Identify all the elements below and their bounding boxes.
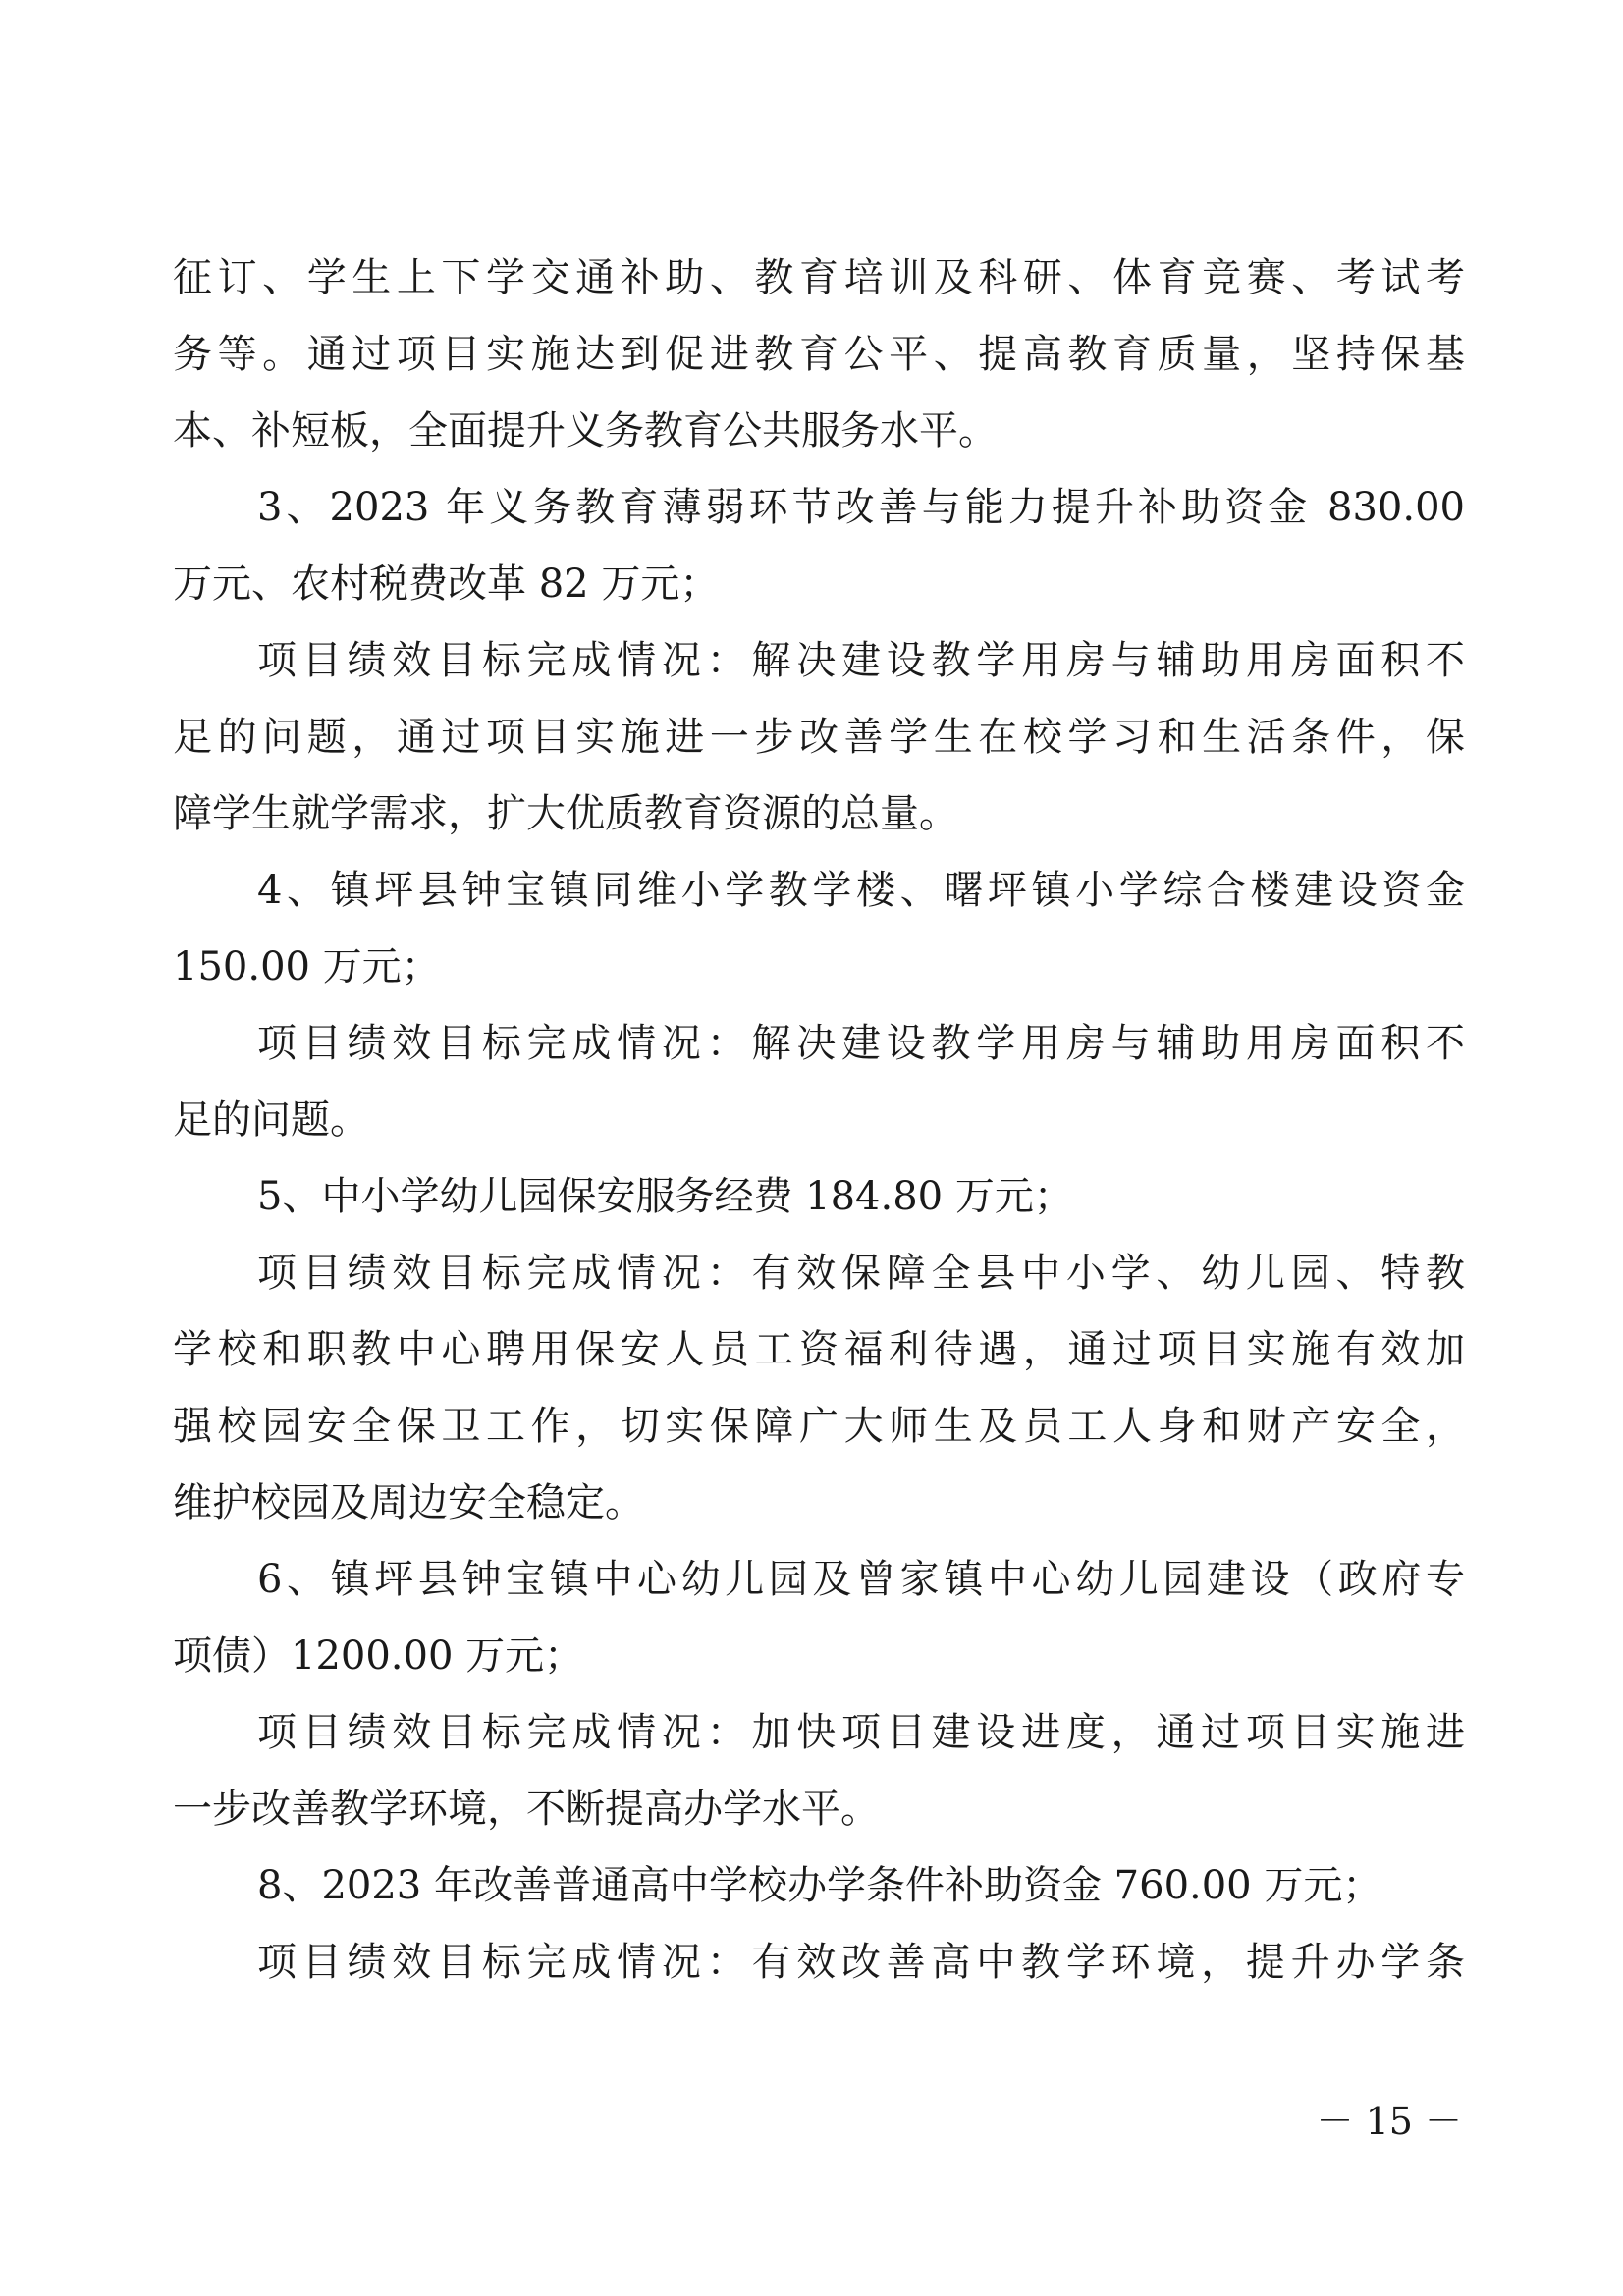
- text-line: 障学生就学需求，扩大优质教育资源的总量。: [173, 791, 958, 836]
- text-line: 8、2023 年改善普通高中学校办学条件补助资金 760.00 万元；: [257, 1863, 1382, 1908]
- text-line: 万元、农村税费改革 82 万元；: [173, 561, 720, 607]
- text-line: 一步改善教学环境，不断提高办学水平。: [173, 1787, 880, 1832]
- text-line: 3、2023 年义务教育薄弱环节改善与能力提升补助资金 830.00: [257, 485, 1465, 530]
- text-line: 本、补短板，全面提升义务教育公共服务水平。: [173, 408, 998, 454]
- text-line: 征订、学生上下学交通补助、教育培训及科研、体育竞赛、考试考: [173, 255, 1465, 300]
- page-number: － 15 －: [1316, 2100, 1462, 2143]
- text-line: 项目绩效目标完成情况：有效改善高中教学环境，提升办学条: [257, 1940, 1465, 1985]
- text-line: 项目绩效目标完成情况：解决建设教学用房与辅助用房面积不: [257, 1021, 1465, 1066]
- text-line: 学校和职教中心聘用保安人员工资福利待遇，通过项目实施有效加: [173, 1327, 1465, 1372]
- text-line: 项目绩效目标完成情况：加快项目建设进度，通过项目实施进: [257, 1710, 1465, 1755]
- text-line: 项目绩效目标完成情况：解决建设教学用房与辅助用房面积不: [257, 638, 1465, 683]
- text-line: 6、镇坪县钟宝镇中心幼儿园及曾家镇中心幼儿园建设（政府专: [257, 1557, 1465, 1602]
- text-line: 务等。通过项目实施达到促进教育公平、提高教育质量，坚持保基: [173, 332, 1465, 377]
- body-text: [173, 240, 1465, 2001]
- text-line: 足的问题，通过项目实施进一步改善学生在校学习和生活条件，保: [173, 715, 1465, 760]
- text-line: 维护校园及周边安全稳定。: [173, 1480, 644, 1525]
- text-line: 强校园安全保卫工作，切实保障广大师生及员工人身和财产安全，: [173, 1404, 1465, 1449]
- text-line: 项债）1200.00 万元；: [173, 1633, 584, 1679]
- text-line: 150.00 万元；: [173, 944, 441, 989]
- text-line: 5、中小学幼儿园保安服务经费 184.80 万元；: [257, 1174, 1073, 1219]
- text-line: 4、镇坪县钟宝镇同维小学教学楼、曙坪镇小学综合楼建设资金: [257, 868, 1465, 913]
- text-line: 足的问题。: [173, 1097, 369, 1143]
- text-line: 项目绩效目标完成情况：有效保障全县中小学、幼儿园、特教: [257, 1251, 1465, 1296]
